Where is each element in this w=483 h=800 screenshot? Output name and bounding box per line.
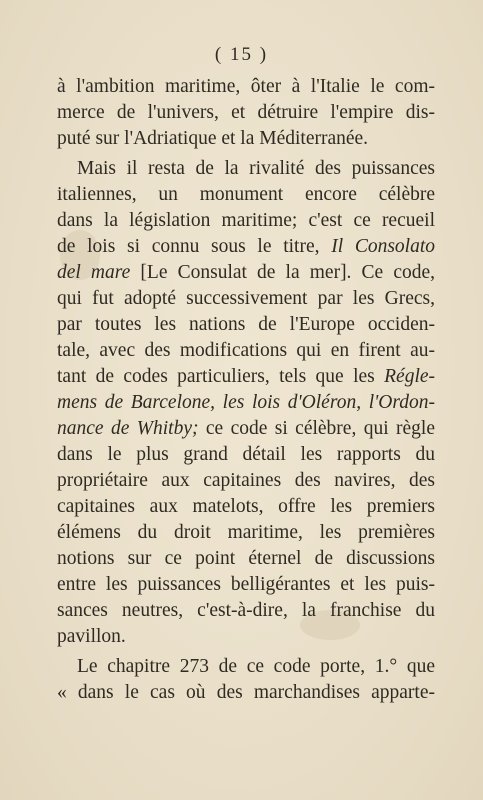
text-line: merce de l'univers, et détruire l'empire dis-: [57, 102, 435, 123]
text-line: « dans le cas où des marchandises apparte-: [57, 682, 435, 703]
text-line: à l'ambition maritime, ôter à l'Italie le com-: [57, 76, 435, 97]
italic-title: Il Consolato: [331, 236, 435, 257]
text-segment: ce code si célèbre, qui règle: [205, 418, 435, 439]
italic-title: mens de Barcelone, les lois d'Oléron, l'Ordon-: [57, 392, 435, 413]
text-segment: de lois si connu sous le titre,: [57, 236, 320, 257]
text-line: [57, 260, 435, 286]
italic-title: Régle-: [384, 366, 436, 387]
text-line: [57, 416, 435, 442]
text-line: Le chapitre 273 de ce code porte, 1.° que: [77, 656, 435, 677]
text-line: [57, 364, 435, 390]
text-line: notions sur ce point éternel de discussions: [57, 548, 435, 569]
text-line: capitaines aux matelots, offre les premiers: [57, 496, 435, 517]
text-line: qui fut adopté successivement par les Grecs,: [57, 288, 435, 309]
page-number: ( 15 ): [214, 44, 269, 65]
text-line: sances neutres, c'est-à-dire, la franchise du: [57, 600, 435, 621]
text-line: tale, avec des modifications qui en firent au-: [57, 340, 435, 361]
text-segment: [Le Consulat de la mer]. Ce code,: [140, 262, 436, 283]
text-segment: tant de codes particuliers, tels que les: [57, 366, 375, 387]
text-line: italiennes, un monument encore célèbre: [57, 184, 435, 205]
text-line: dans la législation maritime; c'est ce recueil: [57, 210, 435, 231]
italic-title: del mare: [57, 262, 131, 283]
text-line: propriétaire aux capitaines des navires, des: [57, 470, 435, 491]
italic-title: nance de Whitby;: [57, 418, 199, 439]
text-line: dans le plus grand détail les rapports du: [57, 444, 435, 465]
text-line: puté sur l'Adriatique et la Méditerranée.: [57, 128, 369, 149]
text-line: Mais il resta de la rivalité des puissances: [77, 158, 435, 179]
text-line: [57, 234, 435, 260]
text-line: [57, 390, 435, 416]
text-line: pavillon.: [57, 626, 126, 647]
text-line: par toutes les nations de l'Europe occiden-: [57, 314, 435, 335]
text-line: entre les puissances belligérantes et les puis-: [57, 574, 435, 595]
text-line: élémens du droit maritime, les premières: [57, 522, 435, 543]
